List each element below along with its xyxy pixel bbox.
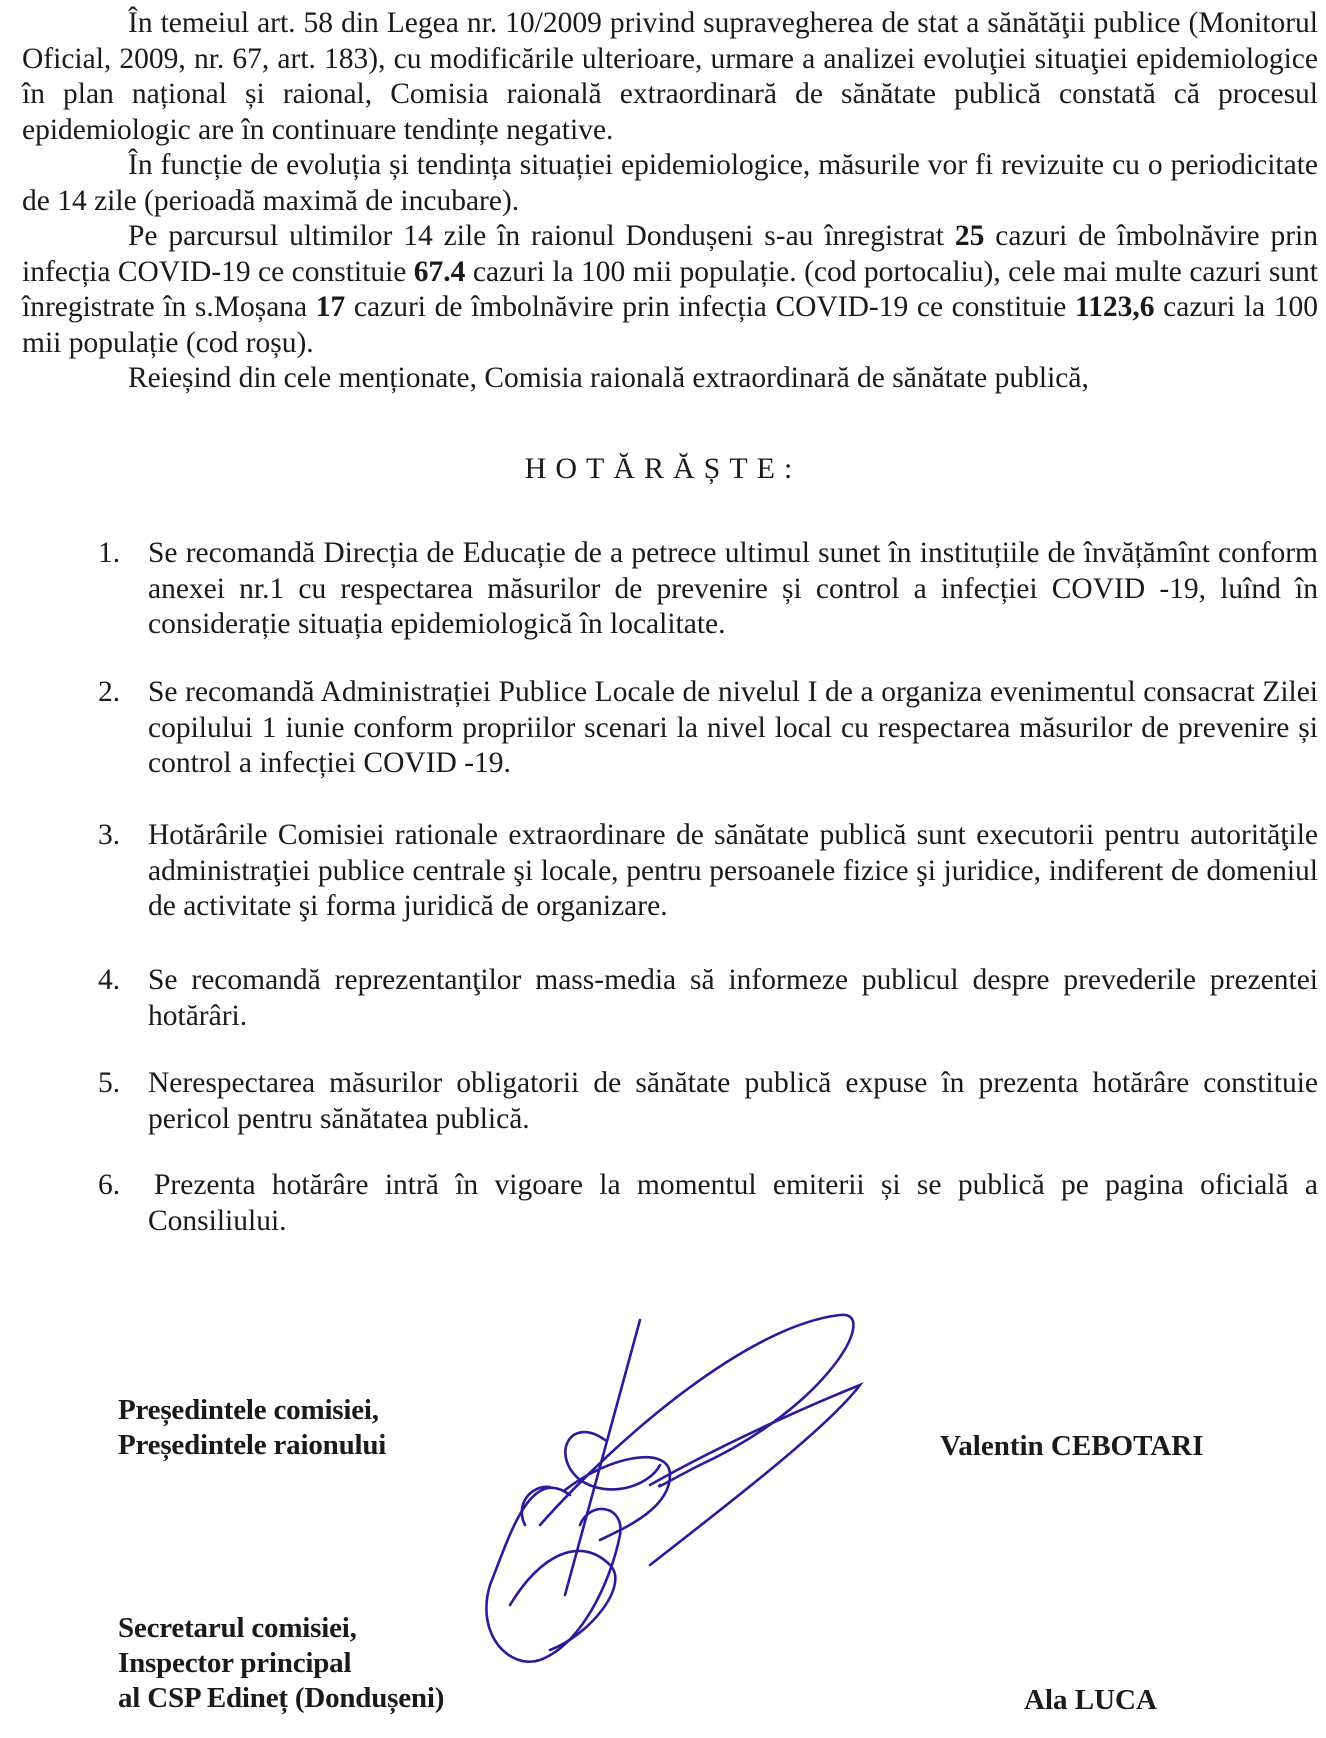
signature-stroke <box>540 1315 853 1525</box>
decision-text: Se recomandă Administrației Publice Locale de nivelul I de a organiza evenimentul consacrat Zilei copilului 1 iunie conform propriilor scenari la nivel local cu respectarea măsurilor de prevenire și control a infecției COVID -19. <box>148 676 1318 779</box>
handwritten-signature <box>470 1265 890 1685</box>
stats-text: cazuri de îmbolnăvire prin infecția COVID-19 ce constituie <box>22 220 1318 288</box>
president-role-line: Președintele raionului <box>118 1429 387 1461</box>
district-incidence-rate: 67.4 <box>413 255 466 288</box>
stats-text: cazuri la 100 mii populație. (cod portocaliu), cele mai multe cazuri sunt înregistrate în s.Moșana <box>22 255 1318 323</box>
secretary-name: Ala LUCA <box>1024 1684 1157 1716</box>
decision-heading: HOTĂRĂȘTE: <box>524 452 802 485</box>
intro-paragraph-case-statistics <box>22 219 1318 361</box>
signature-stroke <box>486 1488 620 1662</box>
decision-item <box>98 536 1318 643</box>
decision-number: 2. <box>98 676 121 708</box>
president-name: Valentin CEBOTARI <box>940 1430 1204 1462</box>
decision-number: 6. <box>98 1169 121 1201</box>
decision-item <box>98 818 1318 925</box>
decision-text: Hotărârile Comisiei rationale extraordinare de sănătate publică sunt executorii pentru autorităţile administraţiei publice centrale şi locale, pentru persoanele fizice şi juridice, indiferent de domeniul de activitate şi forma juridică de organizare. <box>148 819 1318 922</box>
decision-item <box>98 1168 1318 1239</box>
secretary-role-line: Inspector principal <box>118 1647 352 1679</box>
decision-item <box>98 963 1318 1034</box>
secretary-role-line: Secretarul comisiei, <box>118 1612 357 1644</box>
decision-item <box>98 675 1318 782</box>
signature-stroke <box>510 1551 615 1650</box>
decision-text: Prezenta hotărâre intră în vigoare la momentul emiterii și se publică pe pagina oficială a Consiliului. <box>148 1169 1318 1237</box>
village-case-count: 17 <box>315 291 346 323</box>
village-incidence-rate: 1123,6 <box>1075 291 1155 323</box>
secretary-role <box>118 1611 444 1716</box>
intro-paragraph-revision-period: În funcție de evoluția și tendința situației epidemiologice, măsurile vor fi revizuite cu o periodicitate de 14 zile (perioadă maximă de incubare). <box>22 149 1318 217</box>
decision-text: Se recomandă Direcția de Educație de a petrece ultimul sunet în instituțiile de învățămînt conform anexei nr.1 cu respectarea măsurilor de prevenire și control a infecției COVID -19, luînd în considerație situația epidemiologică în localitate. <box>148 537 1318 640</box>
intro-paragraph-conclusion: Reieșind din cele menționate, Comisia raională extraordinară de sănătate publică, <box>128 362 1089 394</box>
district-case-count: 25 <box>954 220 985 252</box>
stats-text: cazuri la 100 mii populație (cod roșu). <box>22 291 1318 359</box>
signature-stroke <box>565 1432 660 1489</box>
decision-number: 1. <box>98 537 121 569</box>
intro-paragraph-legal-basis: În temeiul art. 58 din Legea nr. 10/2009 privind supravegherea de stat a sănătăţii publice (Monitorul Oficial, 2009, nr. 67, art. 183), cu modificările ulterioare, urmare a analizei evoluţiei situaţiei epidemiologice în plan național și raional, Comisia raională extraordinară de sănătate publică constată că procesul epidemiologic are în continuare tendințe negative. <box>22 7 1318 146</box>
decision-text: Se recomandă reprezentanţilor mass-media să informeze publicul despre prevederile prezentei hotărâri. <box>148 964 1318 1032</box>
decision-item <box>98 1066 1318 1137</box>
secretary-role-line: al CSP Edineț (Dondușeni) <box>118 1682 445 1714</box>
stats-text: Pe parcursul ultimilor 14 zile în raionul Dondușeni s-au înregistrat <box>128 220 955 252</box>
decision-number: 5. <box>98 1067 121 1099</box>
signature-stroke <box>565 1457 670 1540</box>
stats-text: cazuri de îmbolnăvire prin infecția COVID-19 ce constituie <box>345 291 1076 323</box>
president-role <box>118 1393 386 1463</box>
decision-number: 4. <box>98 964 121 996</box>
signature-stroke <box>565 1320 640 1595</box>
decision-number: 3. <box>98 819 121 851</box>
president-role-line: Președintele comisiei, <box>118 1394 379 1426</box>
decision-text: Nerespectarea măsurilor obligatorii de sănătate publică expuse în prezenta hotărâre constituie pericol pentru sănătatea publică. <box>148 1067 1318 1135</box>
